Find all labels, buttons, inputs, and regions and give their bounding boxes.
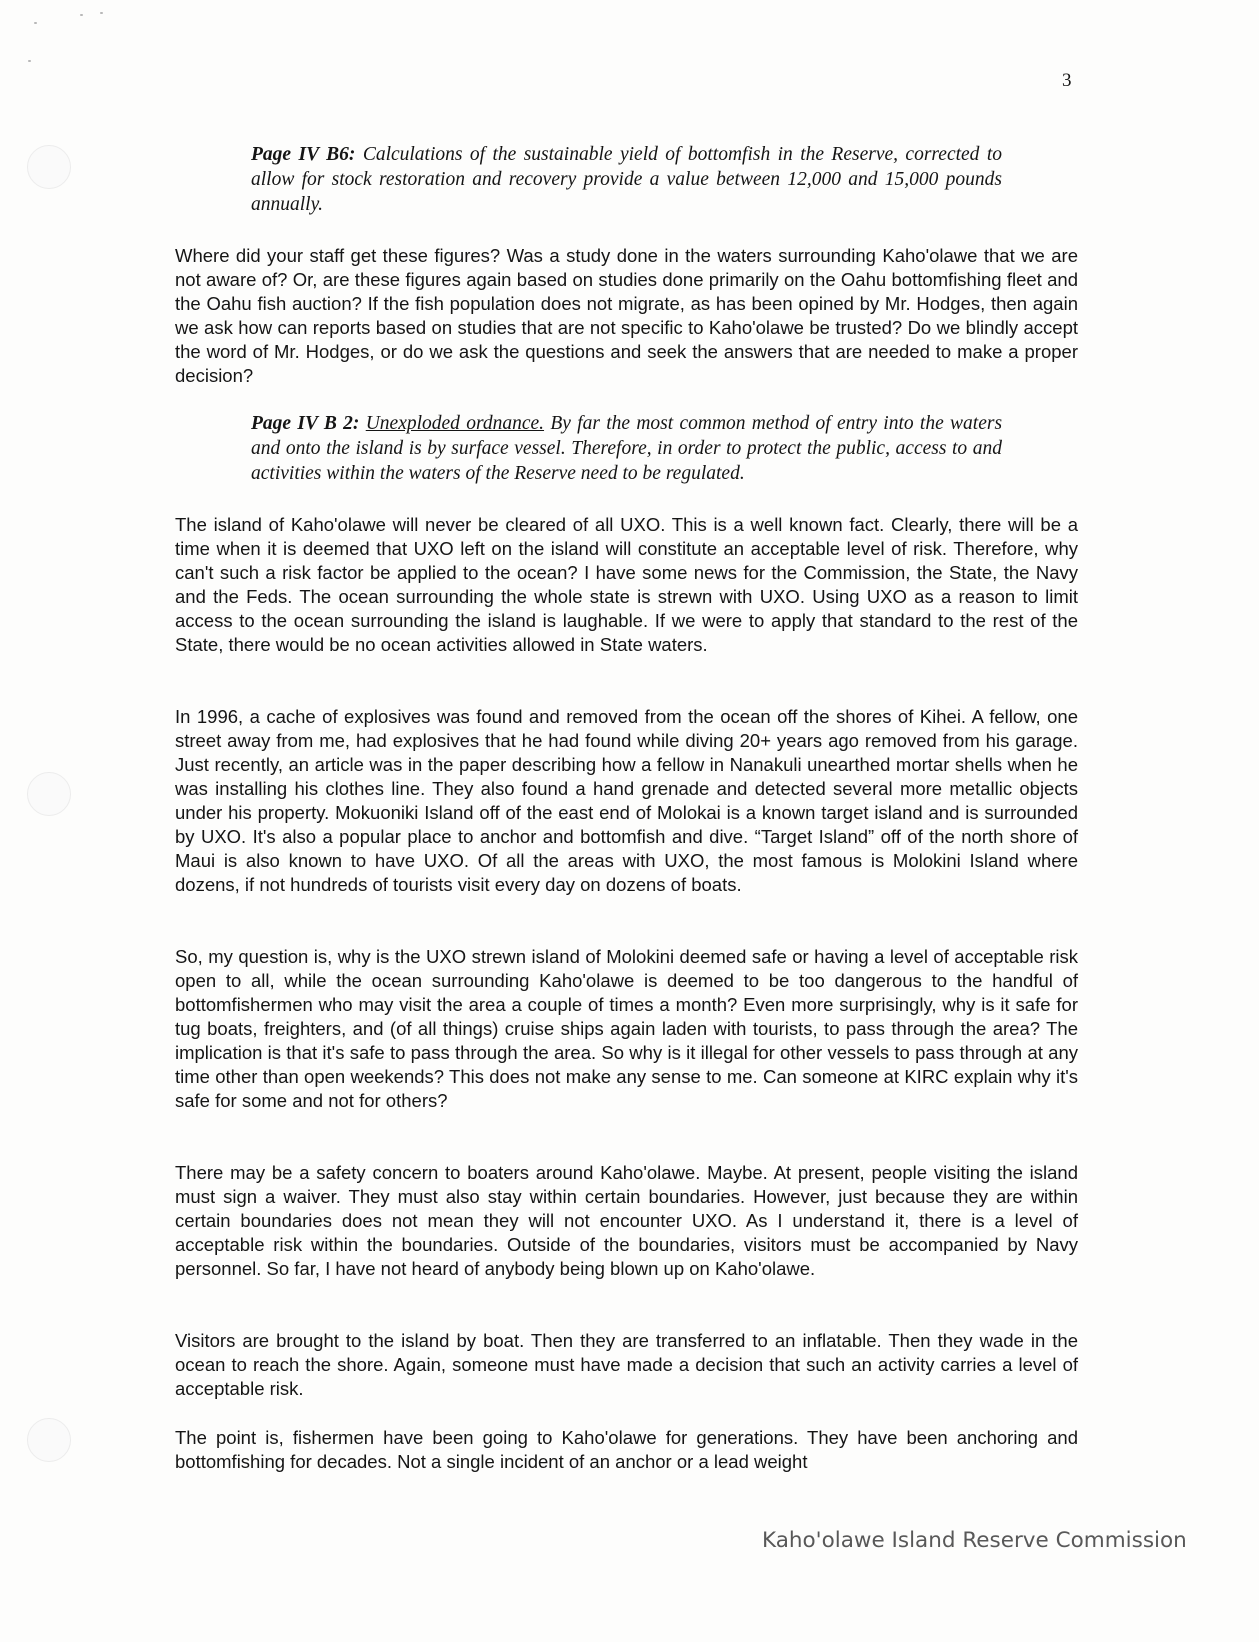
paragraph-explosives-found: In 1996, a cache of explosives was found and removed from the ocean off the shores of Kihei. A fellow, one street away from me, had explosives that he had found while diving 20+ years ago removed from his garage. Just recently, an article was in the paper describing how a fellow in Nanakuli unearthed mortar shells when he was installing his clothes line. They also found a hand grenade and detected several more metallic objects under his property. Mokuoniki Island off of the east end of Molokai is a known target island and is surrounded by UXO. It's also a popular place to anchor and bottomfish and dive. “Target Island” off of the north shore of Maui is also known to have UXO. Of all the areas with UXO, the most famous is Molokini Island where dozens, if not hundreds of tourists visit every day on dozens of boats.: [175, 706, 1078, 895]
scan-speck: [34, 22, 37, 24]
quote-page-iv-b2: [251, 411, 1002, 486]
scan-speck: [80, 14, 83, 16]
page-number: 3: [1062, 70, 1072, 91]
paragraph-safety-concern: There may be a safety concern to boaters around Kaho'olawe. Maybe. At present, people visiting the island must sign a waiver. They must also stay within certain boundaries. However, just because they are within certain boundaries does not mean they will not encounter UXO. As I understand it, there is a level of acceptable risk within the boundaries. Outside of the boundaries, visitors must be accompanied by Navy personnel. So far, I have not heard of anybody being blown up on Kaho'olawe.: [175, 1162, 1078, 1279]
paragraph-visitors-by-boat: Visitors are brought to the island by boat. Then they are transferred to an inflatable. Then they wade in the ocean to reach the shore. Again, someone must have made a decision that such an activity carries a level of acceptable risk.: [175, 1330, 1078, 1399]
quote-page-iv-b6: [251, 142, 1002, 217]
paragraph-molokini-question: So, my question is, why is the UXO strewn island of Molokini deemed safe or having a level of acceptable risk open to all, while the ocean surrounding Kaho'olawe is deemed to be too dangerous to the handful of bottomfishermen who may visit the area a couple of times a month? Even more surprisingly, why is it safe for tug boats, freighters, and (of all things) cruise ships again laden with tourists, to pass through the area? The implication is that it's safe to pass through the area. So why is it illegal for other vessels to pass through at any time other than open weekends? This does not make any sense to me. Can someone at KIRC explain why it's safe for some and not for others?: [175, 946, 1078, 1111]
quote-text: By far the most common method of entry into the waters and onto the island is by surface vessel. Therefore, in order to protect the public, access to and activities within the waters of the Reserve need to be regulated.: [251, 413, 1003, 484]
scan-speck: [28, 60, 31, 62]
quote-text: Calculations of the sustainable yield of bottomfish in the Reserve, corrected to allow for stock restoration and recovery provide a value between 12,000 and 15,000 pounds annually.: [251, 144, 1003, 215]
quote-reference: Page IV B6:: [251, 144, 356, 165]
punch-hole-bottom: [27, 1418, 71, 1462]
punch-hole-top: [27, 145, 71, 189]
paragraph-staff-figures: Where did your staff get these figures? Was a study done in the waters surrounding Kaho'olawe that we are not aware of? Or, are these figures again based on studies done primarily on the Oahu bottomfishing fleet and the Oahu fish auction? If the fish population does not migrate, as has been opined by Mr. Hodges, then again we ask how can reports based on studies that are not specific to Kaho'olawe be trusted? Do we blindly accept the word of Mr. Hodges, or do we ask the questions and seek the answers that are needed to make a proper decision?: [175, 245, 1078, 386]
footer-commission-name: Kaho'olawe Island Reserve Commission: [762, 1528, 1187, 1553]
punch-hole-middle: [27, 772, 71, 816]
quote-underlined-heading: Unexploded ordnance.: [365, 413, 545, 434]
paragraph-uxo-never-cleared: The island of Kaho'olawe will never be cleared of all UXO. This is a well known fact. Clearly, there will be a time when it is deemed that UXO left on the island will constitute an acceptable level of risk. Therefore, why can't such a risk factor be applied to the ocean? I have some news for the Commission, the State, the Navy and the Feds. The ocean surrounding the whole state is strewn with UXO. Using UXO as a reason to limit access to the ocean surrounding the island is laughable. If we were to apply that standard to the rest of the State, there would be no ocean activities allowed in State waters.: [175, 514, 1078, 655]
paragraph-fishermen-generations: The point is, fishermen have been going to Kaho'olawe for generations. They have been anchoring and bottomfishing for decades. Not a single incident of an anchor or a lead weight: [175, 1427, 1078, 1472]
scan-speck: [100, 12, 103, 14]
quote-reference: Page IV B 2:: [251, 413, 360, 434]
